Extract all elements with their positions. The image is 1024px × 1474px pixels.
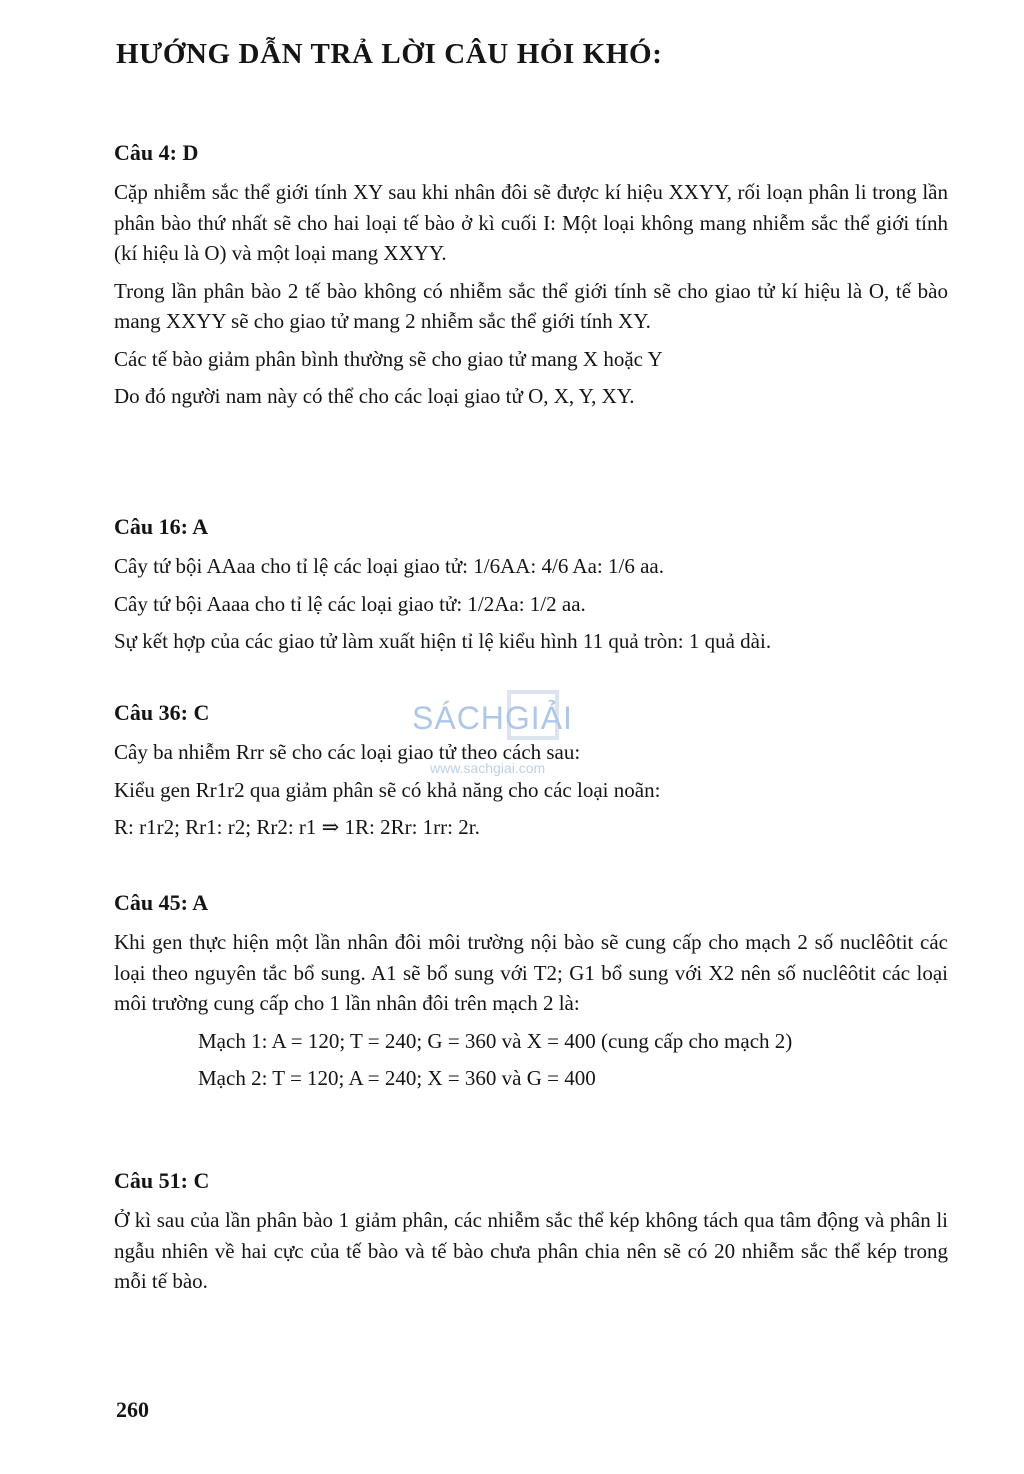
paragraph: Cây tứ bội Aaaa cho tỉ lệ các loại giao tử: 1/2Aa: 1/2 aa.: [114, 591, 586, 616]
paragraph: Kiểu gen Rr1r2 qua giảm phân sẽ có khả năng cho các loại noãn:: [114, 777, 661, 802]
paragraph: Các tế bào giảm phân bình thường sẽ cho giao tử mang X hoặc Y: [114, 346, 663, 371]
answer-section-q4: [114, 140, 948, 419]
watermark: [412, 690, 612, 780]
page-number: 260: [116, 1397, 149, 1422]
strand-1-line: Mạch 1: A = 120; T = 240; G = 360 và X = 400 (cung cấp cho mạch 2): [198, 1028, 793, 1053]
question-heading: Câu 45: A: [114, 890, 209, 915]
question-heading: Câu 4: D: [114, 140, 199, 165]
answer-section-q51: [114, 1168, 948, 1304]
paragraph: Cây ba nhiễm Rrr sẽ cho các loại giao tử theo cách sau:: [114, 740, 581, 765]
answer-section-q16: [114, 514, 948, 664]
question-heading: Câu 16: A: [114, 514, 209, 539]
paragraph: Ở kì sau của lần phân bào 1 giảm phân, các nhiễm sắc thể kép không tách qua tâm động và phân li ngẫu nhiên về hai cực của tế bào và tế bào chưa phân chia nên sẽ có 20 nhiễm sắc thể kép trong mỗi tế bào.: [114, 1208, 948, 1294]
question-heading: Câu 36: C: [114, 700, 210, 725]
watermark-brand: SÁCHGIẢI: [412, 700, 573, 736]
paragraph: Trong lần phân bào 2 tế bào không có nhiễm sắc thể giới tính sẽ cho giao tử kí hiệu là O, tế bào mang XXYY sẽ cho giao tử mang 2 nhiễm sắc thể giới tính XY.: [114, 278, 948, 334]
page-title: HƯỚNG DẪN TRẢ LỜI CÂU HỎI KHÓ:: [116, 38, 663, 70]
paragraph: Cây tứ bội AAaa cho tỉ lệ các loại giao tử: 1/6AA: 4/6 Aa: 1/6 aa.: [114, 554, 664, 579]
answer-section-q45: [114, 890, 948, 1101]
strand-2-line: Mạch 2: T = 120; A = 240; X = 360 và G = 400: [198, 1066, 596, 1091]
question-heading: Câu 51: C: [114, 1168, 210, 1193]
paragraph: Do đó người nam này có thể cho các loại giao tử O, X, Y, XY.: [114, 384, 635, 409]
paragraph: Sự kết hợp của các giao tử làm xuất hiện tỉ lệ kiểu hình 11 quả tròn: 1 quả dài.: [114, 629, 772, 654]
paragraph: Khi gen thực hiện một lần nhân đôi môi trường nội bào sẽ cung cấp cho mạch 2 số nuclêôtit các loại theo nguyên tắc bổ sung. A1 sẽ bổ sung với T2; G1 bổ sung với X2 nên số nuclêôtit các loại môi trường cung cấp cho 1 lần nhân đôi trên mạch 2 là:: [114, 930, 948, 1016]
paragraph: Cặp nhiễm sắc thể giới tính XY sau khi nhân đôi sẽ được kí hiệu XXYY, rối loạn phân li trong lần phân bào thứ nhất sẽ cho hai loại tế bào ở kì cuối I: Một loại không mang nhiễm sắc thể giới tính (kí hiệu là O) và một loại mang XXYY.: [114, 180, 948, 266]
watermark-url: www.sachgiai.com: [430, 760, 546, 776]
paragraph: R: r1r2; Rr1: r2; Rr2: r1 ⇒ 1R: 2Rr: 1rr: 2r.: [114, 815, 480, 840]
